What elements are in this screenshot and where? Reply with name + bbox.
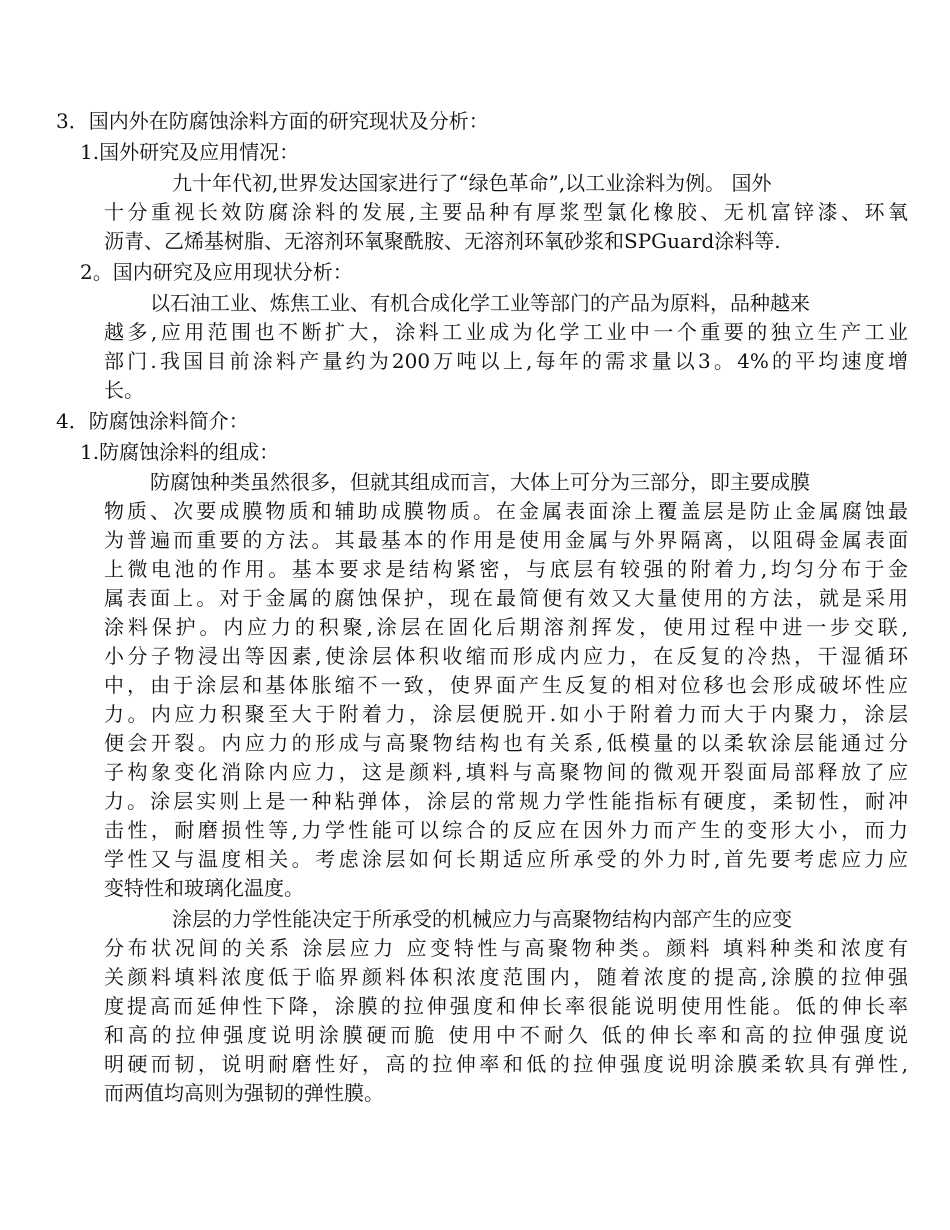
- paragraph-line: 属表面上。对于金属的腐蚀保护，现在最简便有效又大量使用的方法，就是采用: [104, 586, 908, 610]
- paragraph-line: 关颜料填料浓度低于临界颜料体积浓度范围内，随着浓度的提高,涂膜的拉伸强: [104, 965, 908, 989]
- paragraph-line: 而两值均高则为强韧的弹性膜。: [104, 1081, 384, 1105]
- paragraph-line: 学性又与温度相关。考虑涂层如何长期适应所承受的外力时,首先要考虑应力应: [104, 847, 908, 871]
- subsection-heading-domestic: 2。国内研究及应用现状分析：: [80, 260, 353, 284]
- paragraph-line: 上微电池的作用。基本要求是结构紧密，与底层有较强的附着力,均匀分布于金: [104, 557, 908, 581]
- paragraph-line: 越多,应用范围也不断扩大，涂料工业成为化学工业中一个重要的独立生产工业: [104, 320, 908, 344]
- section-heading-4: 4．防腐蚀涂料简介：: [56, 409, 249, 433]
- paragraph-line: 便会开裂。内应力的形成与高聚物结构也有关系,低模量的以柔软涂层能通过分: [104, 731, 908, 755]
- paragraph-line: 长。: [104, 378, 144, 402]
- paragraph-line: 涂层的力学性能决定于所承受的机械应力与高聚物结构内部产生的应变: [172, 907, 792, 931]
- paragraph-line: 子构象变化消除内应力，这是颜料,填料与高聚物间的微观开裂面局部释放了应: [104, 760, 908, 784]
- paragraph-line: 九十年代初,世界发达国家进行了“绿色革命”,以工业涂料为例。 国外: [172, 171, 772, 195]
- paragraph-line: 度提高而延伸性下降，涂膜的拉伸强度和伸长率很能说明使用性能。低的伸长率: [104, 994, 908, 1018]
- paragraph-line: 小分子物浸出等因素,使涂层体积收缩而形成内应力，在反复的冷热，干湿循环: [104, 644, 908, 668]
- paragraph-line: 十分重视长效防腐涂料的发展,主要品种有厚浆型氯化橡胶、无机富锌漆、环氧: [104, 200, 908, 224]
- paragraph-line: 涂料保护。内应力的积聚,涂层在固化后期溶剂挥发，使用过程中进一步交联,: [104, 615, 908, 639]
- subsection-heading-foreign: 1.国外研究及应用情况：: [80, 140, 300, 164]
- paragraph-line: 击性，耐磨损性等,力学性能可以综合的反应在因外力而产生的变形大小，而力: [104, 818, 908, 842]
- paragraph-line: 沥青、乙烯基树脂、无溶剂环氧聚酰胺、无溶剂环氧砂浆和SPGuard涂料等.: [104, 229, 781, 253]
- section-heading-3: 3．国内外在防腐蚀涂料方面的研究现状及分析：: [56, 109, 489, 133]
- paragraph-line: 为普遍而重要的方法。其最基本的作用是使用金属与外界隔离，以阻碍金属表面: [104, 528, 908, 552]
- paragraph-line: 防腐蚀种类虽然很多，但就其组成而言，大体上可分为三部分，即主要成膜: [150, 470, 810, 494]
- paragraph-line: 和高的拉伸强度说明涂膜硬而脆 使用中不耐久 低的伸长率和高的拉伸强度说: [104, 1023, 908, 1047]
- paragraph-line: 以石油工业、炼焦工业、有机合成化学工业等部门的产品为原料，品种越来: [150, 291, 810, 315]
- paragraph-line: 力。涂层实则上是一种粘弹体，涂层的常规力学性能指标有硬度，柔韧性，耐冲: [104, 789, 908, 813]
- subsection-heading-composition: 1.防腐蚀涂料的组成：: [80, 440, 280, 464]
- paragraph-line: 变特性和玻璃化温度。: [104, 876, 304, 900]
- paragraph-line: 物质、次要成膜物质和辅助成膜物质。在金属表面涂上覆盖层是防止金属腐蚀最: [104, 499, 908, 523]
- paragraph-line: 中，由于涂层和基体胀缩不一致，使界面产生反复的相对位移也会形成破坏性应: [104, 673, 908, 697]
- paragraph-line: 明硬而韧，说明耐磨性好，高的拉伸率和低的拉伸强度说明涂膜柔软具有弹性,: [104, 1052, 908, 1076]
- paragraph-line: 力。内应力积聚至大于附着力，涂层便脱开.如小于附着力而大于内聚力，涂层: [104, 702, 908, 726]
- paragraph-line: 部门.我国目前涂料产量约为200万吨以上,每年的需求量以3。4%的平均速度增: [104, 349, 908, 373]
- paragraph-line: 分布状况间的关系 涂层应力 应变特性与高聚物种类。颜料 填料种类和浓度有: [104, 936, 908, 960]
